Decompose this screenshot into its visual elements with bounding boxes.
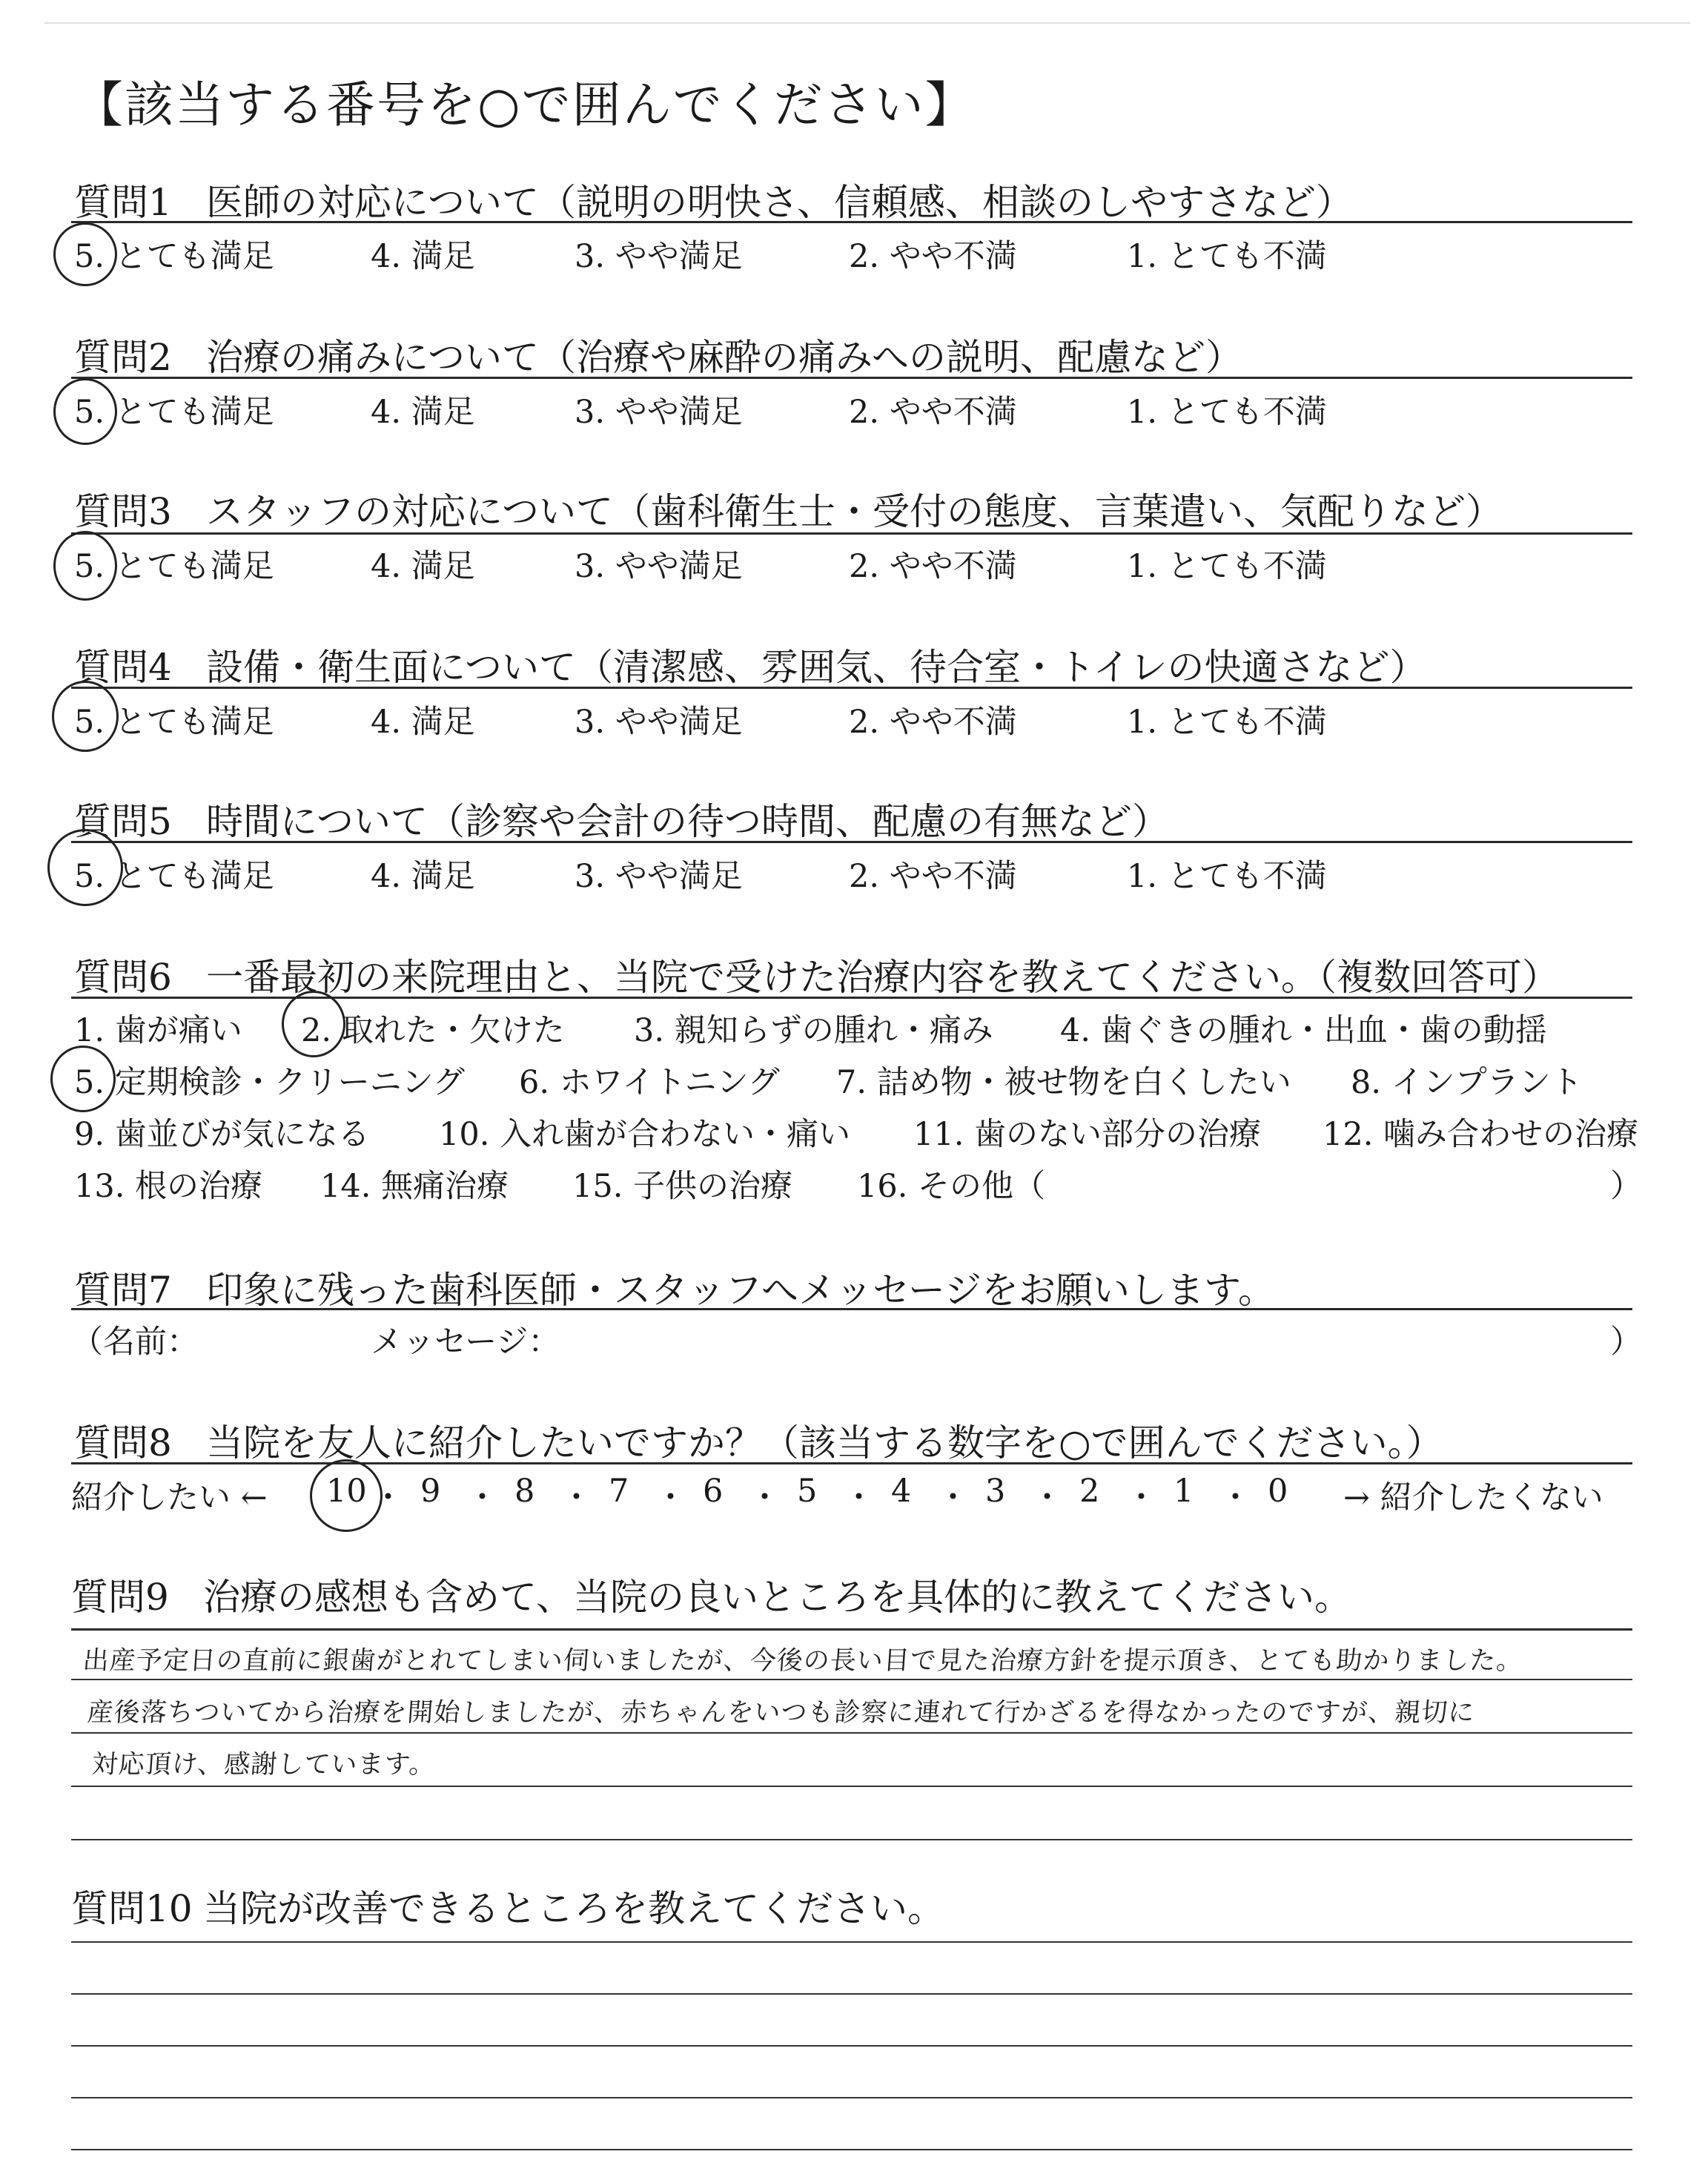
option-2[interactable]: 2. やや不満 xyxy=(849,394,1017,431)
handwritten-answer-line[interactable]: 対応頂け、感謝しています。 xyxy=(90,1750,437,1780)
question-underline xyxy=(71,841,1632,843)
question-underline xyxy=(71,1308,1632,1310)
question-label: 質問1 xyxy=(74,181,172,224)
question-underline xyxy=(71,221,1632,223)
option-1[interactable]: 1. とても不満 xyxy=(1127,858,1327,895)
question-text: 治療の痛みについて（治療や麻酔の痛みへの説明、配慮など） xyxy=(206,336,1242,379)
question-label: 質問7 xyxy=(74,1269,172,1312)
option-4[interactable]: 4. 満足 xyxy=(371,394,475,431)
question-label: 質問5 xyxy=(74,800,172,843)
option-2[interactable]: 2. やや不満 xyxy=(849,858,1017,895)
option-3[interactable]: 3. やや満足 xyxy=(575,548,743,585)
option-wisdom-tooth[interactable]: 3. 親知らずの腫れ・痛み xyxy=(634,1012,993,1049)
option-1[interactable]: 1. とても不満 xyxy=(1127,238,1327,275)
option-whitening[interactable]: 6. ホワイトニング xyxy=(519,1064,780,1101)
option-1[interactable]: 1. とても不満 xyxy=(1127,704,1327,741)
option-bite[interactable]: 12. 噛み合わせの治療 xyxy=(1323,1116,1639,1153)
scale-value-4[interactable]: 4 xyxy=(891,1473,912,1510)
question-label: 質問2 xyxy=(74,336,172,379)
scale-value-2[interactable]: 2 xyxy=(1079,1473,1100,1510)
question-label: 質問6 xyxy=(74,956,172,999)
question-text: 時間について（診察や会計の待つ時間、配慮の有無など） xyxy=(206,800,1169,843)
option-4[interactable]: 4. 満足 xyxy=(371,858,475,895)
scale-value-10[interactable]: 10 xyxy=(326,1473,367,1510)
option-4[interactable]: 4. 満足 xyxy=(371,704,475,741)
option-children[interactable]: 15. 子供の治療 xyxy=(572,1168,793,1205)
option-4[interactable]: 4. 満足 xyxy=(371,238,475,275)
answer-line[interactable] xyxy=(71,2097,1632,2098)
scale-value-0[interactable]: 0 xyxy=(1268,1473,1288,1510)
option-3[interactable]: 3. やや満足 xyxy=(575,858,743,895)
scale-value-8[interactable]: 8 xyxy=(514,1473,535,1510)
question-underline xyxy=(71,532,1632,535)
option-alignment[interactable]: 9. 歯並びが気になる xyxy=(74,1116,370,1153)
option-5[interactable]: 5. とても満足 xyxy=(74,548,274,585)
option-chipped[interactable]: 2. 取れた・欠けた xyxy=(301,1012,565,1049)
selection-circle xyxy=(310,1459,383,1532)
scale-separator: ・ xyxy=(749,1479,781,1516)
option-implant[interactable]: 8. インプラント xyxy=(1351,1064,1583,1101)
selection-circle xyxy=(53,378,117,445)
page-title: 【該当する番号を○で囲んでください】 xyxy=(74,76,976,133)
option-white-fillings[interactable]: 7. 詰め物・被せ物を白くしたい xyxy=(836,1064,1291,1101)
question-text: 当院が改善できるところを教えてください。 xyxy=(203,1887,944,1930)
option-dentures[interactable]: 10. 入れ歯が合わない・痛い xyxy=(439,1116,851,1153)
option-5[interactable]: 5. とても満足 xyxy=(74,858,274,895)
scale-value-3[interactable]: 3 xyxy=(985,1473,1006,1510)
question-underline xyxy=(71,377,1632,379)
option-5[interactable]: 5. とても満足 xyxy=(74,238,274,275)
scale-separator: ・ xyxy=(1219,1479,1251,1516)
handwritten-answer-line[interactable]: 産後落ちついてから治療を開始しましたが、赤ちゃんをいつも診察に連れて行かざるを得なかったのですが、親切に xyxy=(86,1698,1476,1728)
scale-value-6[interactable]: 6 xyxy=(703,1473,724,1510)
other-close-paren: ） xyxy=(1610,1168,1642,1205)
scale-separator: ・ xyxy=(1031,1479,1063,1516)
answer-line xyxy=(71,1679,1632,1680)
scale-separator: ・ xyxy=(843,1479,875,1516)
scale-separator: ・ xyxy=(466,1479,498,1516)
answer-line[interactable] xyxy=(71,1941,1632,1943)
selection-circle xyxy=(50,1046,116,1112)
option-other[interactable]: 16. その他（ xyxy=(857,1168,1046,1205)
option-1[interactable]: 1. とても不満 xyxy=(1127,548,1327,585)
scan-edge-line xyxy=(44,22,1690,24)
scale-value-7[interactable]: 7 xyxy=(609,1473,629,1510)
question-label: 質問9 xyxy=(71,1576,169,1619)
option-5[interactable]: 5. とても満足 xyxy=(74,394,274,431)
selection-circle xyxy=(282,991,345,1057)
option-checkup[interactable]: 5. 定期検診・クリーニング xyxy=(74,1064,465,1101)
scale-separator: ・ xyxy=(1125,1479,1157,1516)
scale-value-9[interactable]: 9 xyxy=(420,1473,441,1510)
option-2[interactable]: 2. やや不満 xyxy=(849,238,1017,275)
scale-separator: ・ xyxy=(655,1479,686,1516)
question-text: 設備・衛生面について（清潔感、雰囲気、待合室・トイレの快適さなど） xyxy=(206,646,1427,689)
question-label: 質問10 xyxy=(71,1887,193,1930)
answer-line[interactable] xyxy=(71,1993,1632,1995)
option-2[interactable]: 2. やや不満 xyxy=(849,704,1017,741)
question-text: 一番最初の来院理由と、当院で受けた治療内容を教えてください。（複数回答可） xyxy=(206,956,1559,999)
question-text: スタッフの対応について（歯科衛生士・受付の態度、言葉遣い、気配りなど） xyxy=(206,490,1503,533)
question-label: 質問8 xyxy=(74,1421,172,1464)
option-toothache[interactable]: 1. 歯が痛い xyxy=(74,1012,242,1049)
question-label: 質問4 xyxy=(74,646,172,689)
option-gums[interactable]: 4. 歯ぐきの腫れ・出血・歯の動揺 xyxy=(1060,1012,1547,1049)
answer-line[interactable] xyxy=(71,2149,1632,2150)
selection-circle xyxy=(47,829,123,906)
question-underline xyxy=(71,1462,1632,1464)
scale-value-1[interactable]: 1 xyxy=(1174,1473,1194,1510)
option-3[interactable]: 3. やや満足 xyxy=(575,704,743,741)
option-3[interactable]: 3. やや満足 xyxy=(575,238,743,275)
answer-line xyxy=(71,1628,1632,1631)
question-underline xyxy=(71,687,1632,689)
option-2[interactable]: 2. やや不満 xyxy=(849,548,1017,585)
recommend-left-label: 紹介したい ← xyxy=(71,1479,268,1516)
option-3[interactable]: 3. やや満足 xyxy=(575,394,743,431)
message-field-label[interactable]: メッセージ： xyxy=(371,1324,560,1361)
answer-line xyxy=(71,1839,1632,1840)
scale-separator: ・ xyxy=(560,1479,592,1516)
close-paren: ） xyxy=(1610,1324,1642,1361)
option-painless[interactable]: 14. 無痛治療 xyxy=(320,1168,509,1205)
recommend-right-label: → 紹介したくない xyxy=(1343,1479,1603,1516)
scale-value-5[interactable]: 5 xyxy=(797,1473,818,1510)
selection-circle xyxy=(52,681,119,752)
option-missing-teeth[interactable]: 11. 歯のない部分の治療 xyxy=(913,1116,1262,1153)
scale-separator: ・ xyxy=(937,1479,969,1516)
question-text: 当院を友人に紹介したいですか？（該当する数字を○で囲んでください。） xyxy=(206,1421,1443,1464)
question-text: 医師の対応について（説明の明快さ、信頼感、相談のしやすさなど） xyxy=(206,181,1353,224)
option-root-canal[interactable]: 13. 根の治療 xyxy=(74,1168,263,1205)
option-1[interactable]: 1. とても不満 xyxy=(1127,394,1327,431)
answer-line xyxy=(71,1732,1632,1734)
handwritten-answer-line[interactable]: 出産予定日の直前に銀歯がとれてしまい伺いましたが、今後の長い目で見た治療方針を提示頂き、とても助かりました。 xyxy=(82,1646,1524,1676)
selection-circle xyxy=(53,222,117,286)
answer-line[interactable] xyxy=(71,2045,1632,2047)
scale-separator: ・ xyxy=(372,1479,404,1516)
question-text: 印象に残った歯科医師・スタッフへメッセージをお願いします。 xyxy=(206,1269,1275,1312)
name-field-label[interactable]: （名前： xyxy=(71,1324,199,1361)
question-label: 質問3 xyxy=(74,490,172,533)
answer-line xyxy=(71,1786,1632,1787)
question-text: 治療の感想も含めて、当院の良いところを具体的に教えてください。 xyxy=(203,1576,1351,1619)
option-5[interactable]: 5. とても満足 xyxy=(74,704,274,741)
option-4[interactable]: 4. 満足 xyxy=(371,548,475,585)
selection-circle xyxy=(53,531,117,601)
